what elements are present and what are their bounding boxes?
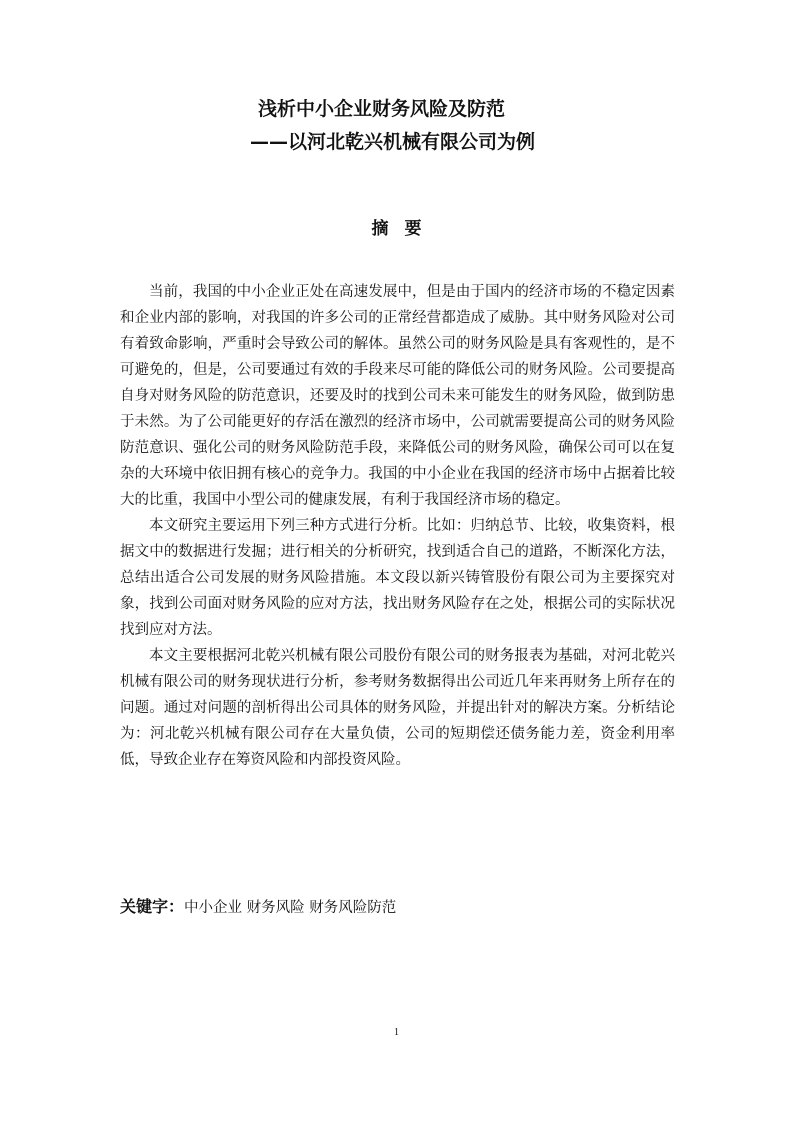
document-subtitle: ——以河北乾兴机械有限公司为例 [250,131,536,153]
document-title: 浅析中小企业财务风险及防范 [258,98,506,120]
abstract-paragraph-3: 本文主要根据河北乾兴机械有限公司股份有限公司的财务报表为基础，对河北乾兴机械有限公司的财务现状进行分析，参考财务数据得出公司近几年来再财务上所存在的问题。通过对问题的剖析得出公司具体的财务风险，并提出针对的解决方案。分析结论为：河北乾兴机械有限公司存在大量负债，公司的短期偿还债务能力差，资金利用率低，导致企业存在筹资风险和内部投资风险。 [120,648,675,768]
keywords-label: 关键字： [120,897,185,916]
abstract-paragraph-2: 本文研究主要运用下列三种方式进行分析。比如：归纳总节、比较，收集资料，根据文中的数据进行发掘；进行相关的分析研究，找到适合自己的道路，不断深化方法，总结出适合公司发展的财务风险措施。本文段以新兴铸管股份有限公司为主要探究对象，找到公司面对财务风险的应对方法，找出财务风险存在之处，根据公司的实际状况找到应对方法。 [120,518,675,638]
abstract-heading: 摘要 [371,219,438,239]
abstract-paragraph-1: 当前，我国的中小企业正处在高速发展中，但是由于国内的经济市场的不稳定因素和企业内部的影响，对我国的许多公司的正常经营都造成了威胁。其中财务风险对公司有着致命影响，严重时会导致公司的解体。虽然公司的财务风险是具有客观性的，是不可避免的，但是，公司要通过有效的手段来尽可能的降低公司的财务风险。公司要提高自身对财务风险的防范意识，还要及时的找到公司未来可能发生的财务风险，做到防患于未然。为了公司能更好的存活在激烈的经济市场中，公司就需要提高公司的财务风险防范意识、强化公司的财务风险防范手段，来降低公司的财务风险，确保公司可以在复杂的大环境中依旧拥有核心的竞争力。我国的中小企业在我国的经济市场中占据着比较大的比重，我国中小型公司的健康发展，有利于我国经济市场的稳定。 [120,284,675,508]
page-number: 1 [394,1027,399,1038]
abstract-body [120,279,675,773]
keywords-value: 中小企业 财务风险 财务风险防范 [184,900,397,916]
keywords-line [120,895,396,920]
